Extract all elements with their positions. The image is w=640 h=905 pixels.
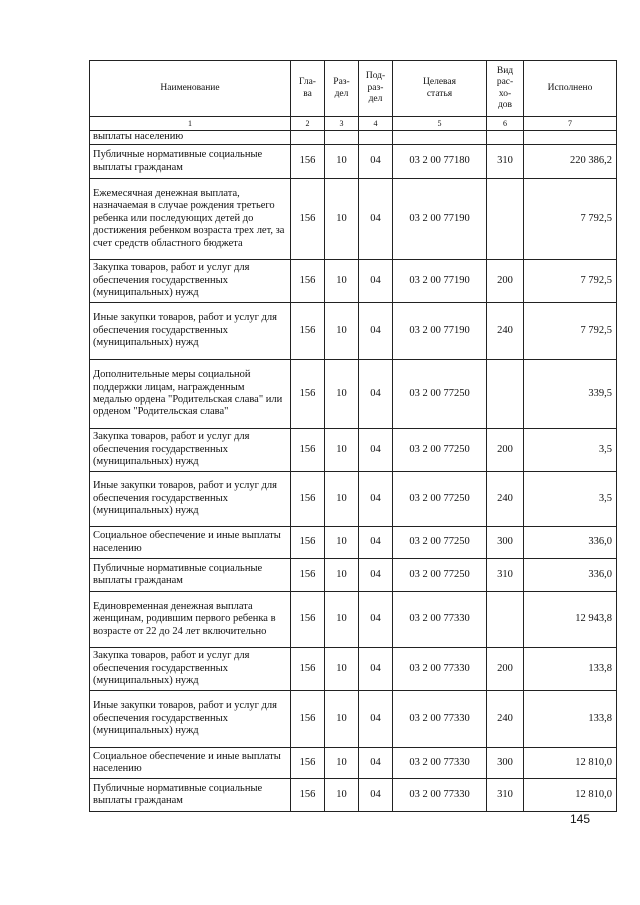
row-name: Единовременная денежная выплата женщинам, родившим первого ребенка в возрасте от 22 до 24 лет включительно xyxy=(90,592,291,648)
row-name: Ежемесячная денежная выплата, назначаемая в случае рождения третьего ребенка или последующих детей до достижения ребенком возраста трех лет, за счет средств областного бюджета xyxy=(90,179,291,260)
row-amount: 220 386,2 xyxy=(524,145,617,179)
row-amount: 133,8 xyxy=(524,691,617,748)
row-section: 10 xyxy=(325,429,359,472)
table-row xyxy=(90,472,617,527)
row-amount: 12 943,8 xyxy=(524,592,617,648)
row-subsection: 04 xyxy=(359,260,393,303)
row-name: Социальное обеспечение и иные выплаты населению xyxy=(90,527,291,559)
row-amount: 12 810,0 xyxy=(524,779,617,812)
row-subsection: 04 xyxy=(359,592,393,648)
row-amount: 7 792,5 xyxy=(524,260,617,303)
row-section: 10 xyxy=(325,559,359,592)
row-name: Публичные нормативные социальные выплаты гражданам xyxy=(90,779,291,812)
row-amount: 336,0 xyxy=(524,527,617,559)
row-exp-type: 200 xyxy=(487,648,524,691)
row-section: 10 xyxy=(325,779,359,812)
row-chapter: 156 xyxy=(291,260,325,303)
budget-table xyxy=(89,60,617,812)
row-chapter: 156 xyxy=(291,303,325,360)
row-target: 03 2 00 77330 xyxy=(393,648,487,691)
row-exp-type: 240 xyxy=(487,303,524,360)
column-number: 5 xyxy=(393,117,487,131)
row-chapter: 156 xyxy=(291,472,325,527)
column-number: 2 xyxy=(291,117,325,131)
table-row xyxy=(90,779,617,812)
table-row xyxy=(90,559,617,592)
row-subsection: 04 xyxy=(359,303,393,360)
page-number: 145 xyxy=(570,812,591,826)
table-row xyxy=(90,303,617,360)
row-exp-type: 300 xyxy=(487,748,524,779)
row-chapter: 156 xyxy=(291,360,325,429)
row-target: 03 2 00 77180 xyxy=(393,145,487,179)
row-subsection: 04 xyxy=(359,145,393,179)
row-target: 03 2 00 77330 xyxy=(393,779,487,812)
header-subsection: Под- раз- дел xyxy=(359,61,393,117)
row-name: Закупка товаров, работ и услуг для обеспечения государственных (муниципальных) нужд xyxy=(90,429,291,472)
row-name: Социальное обеспечение и иные выплаты населению xyxy=(90,748,291,779)
row-amount: 7 792,5 xyxy=(524,179,617,260)
table-row xyxy=(90,360,617,429)
row-chapter: 156 xyxy=(291,648,325,691)
row-exp-type xyxy=(487,360,524,429)
row-amount: 3,5 xyxy=(524,472,617,527)
row-section: 10 xyxy=(325,592,359,648)
row-exp-type xyxy=(487,592,524,648)
header-section: Раз- дел xyxy=(325,61,359,117)
table-row xyxy=(90,648,617,691)
row-section: 10 xyxy=(325,472,359,527)
row-subsection: 04 xyxy=(359,559,393,592)
row-name: Публичные нормативные социальные выплаты гражданам xyxy=(90,145,291,179)
row-chapter: 156 xyxy=(291,559,325,592)
row-target: 03 2 00 77190 xyxy=(393,260,487,303)
header-name: Наименование xyxy=(90,61,291,117)
row-subsection: 04 xyxy=(359,360,393,429)
row-name: Иные закупки товаров, работ и услуг для обеспечения государственных (муниципальных) нужд xyxy=(90,472,291,527)
row-name: Иные закупки товаров, работ и услуг для обеспечения государственных (муниципальных) нужд xyxy=(90,303,291,360)
row-subsection: 04 xyxy=(359,179,393,260)
row-amount: 3,5 xyxy=(524,429,617,472)
row-chapter: 156 xyxy=(291,779,325,812)
row-section: 10 xyxy=(325,691,359,748)
header-executed: Исполнено xyxy=(524,61,617,117)
column-number: 7 xyxy=(524,117,617,131)
table-body xyxy=(90,61,617,812)
row-subsection: 04 xyxy=(359,429,393,472)
row-exp-type: 310 xyxy=(487,145,524,179)
row-target: 03 2 00 77330 xyxy=(393,592,487,648)
row-amount: 336,0 xyxy=(524,559,617,592)
row-chapter: 156 xyxy=(291,748,325,779)
row-target: 03 2 00 77250 xyxy=(393,527,487,559)
row-section: 10 xyxy=(325,145,359,179)
row-chapter: 156 xyxy=(291,691,325,748)
table-row xyxy=(90,748,617,779)
row-chapter: 156 xyxy=(291,179,325,260)
column-number: 4 xyxy=(359,117,393,131)
row-chapter: 156 xyxy=(291,145,325,179)
continuation-text: выплаты населению xyxy=(90,131,291,145)
row-target: 03 2 00 77190 xyxy=(393,179,487,260)
row-subsection: 04 xyxy=(359,779,393,812)
row-name: Закупка товаров, работ и услуг для обеспечения государственных (муниципальных) нужд xyxy=(90,260,291,303)
table-row xyxy=(90,179,617,260)
row-subsection: 04 xyxy=(359,527,393,559)
row-subsection: 04 xyxy=(359,472,393,527)
row-exp-type: 240 xyxy=(487,472,524,527)
row-exp-type: 310 xyxy=(487,779,524,812)
row-exp-type xyxy=(487,179,524,260)
row-chapter: 156 xyxy=(291,429,325,472)
row-amount: 7 792,5 xyxy=(524,303,617,360)
row-target: 03 2 00 77330 xyxy=(393,691,487,748)
row-exp-type: 300 xyxy=(487,527,524,559)
row-target: 03 2 00 77250 xyxy=(393,360,487,429)
header-exp-type: Вид рас- хо- дов xyxy=(487,61,524,117)
row-section: 10 xyxy=(325,527,359,559)
table-row xyxy=(90,691,617,748)
row-name: Публичные нормативные социальные выплаты гражданам xyxy=(90,559,291,592)
row-target: 03 2 00 77250 xyxy=(393,472,487,527)
row-section: 10 xyxy=(325,360,359,429)
row-chapter: 156 xyxy=(291,527,325,559)
row-amount: 12 810,0 xyxy=(524,748,617,779)
row-name: Закупка товаров, работ и услуг для обеспечения государственных (муниципальных) нужд xyxy=(90,648,291,691)
row-section: 10 xyxy=(325,748,359,779)
row-name: Иные закупки товаров, работ и услуг для обеспечения государственных (муниципальных) нужд xyxy=(90,691,291,748)
header-chapter: Гла- ва xyxy=(291,61,325,117)
row-target: 03 2 00 77330 xyxy=(393,748,487,779)
row-target: 03 2 00 77250 xyxy=(393,429,487,472)
row-subsection: 04 xyxy=(359,691,393,748)
header-row xyxy=(90,61,617,117)
table-row xyxy=(90,527,617,559)
row-subsection: 04 xyxy=(359,648,393,691)
row-section: 10 xyxy=(325,260,359,303)
row-exp-type: 200 xyxy=(487,260,524,303)
row-section: 10 xyxy=(325,648,359,691)
row-target: 03 2 00 77250 xyxy=(393,559,487,592)
table-row xyxy=(90,145,617,179)
row-section: 10 xyxy=(325,179,359,260)
table-row xyxy=(90,260,617,303)
row-exp-type: 240 xyxy=(487,691,524,748)
column-number: 1 xyxy=(90,117,291,131)
table-row xyxy=(90,429,617,472)
row-section: 10 xyxy=(325,303,359,360)
column-number: 6 xyxy=(487,117,524,131)
row-subsection: 04 xyxy=(359,748,393,779)
column-numbers-row xyxy=(90,117,617,131)
continuation-row xyxy=(90,131,617,145)
table-row xyxy=(90,592,617,648)
header-target: Целевая статья xyxy=(393,61,487,117)
column-number: 3 xyxy=(325,117,359,131)
row-exp-type: 310 xyxy=(487,559,524,592)
row-amount: 339,5 xyxy=(524,360,617,429)
row-target: 03 2 00 77190 xyxy=(393,303,487,360)
row-exp-type: 200 xyxy=(487,429,524,472)
row-amount: 133,8 xyxy=(524,648,617,691)
row-name: Дополнительные меры социальной поддержки лицам, награжденным медалью ордена "Родительская слава" или орденом "Родительская слава" xyxy=(90,360,291,429)
row-chapter: 156 xyxy=(291,592,325,648)
